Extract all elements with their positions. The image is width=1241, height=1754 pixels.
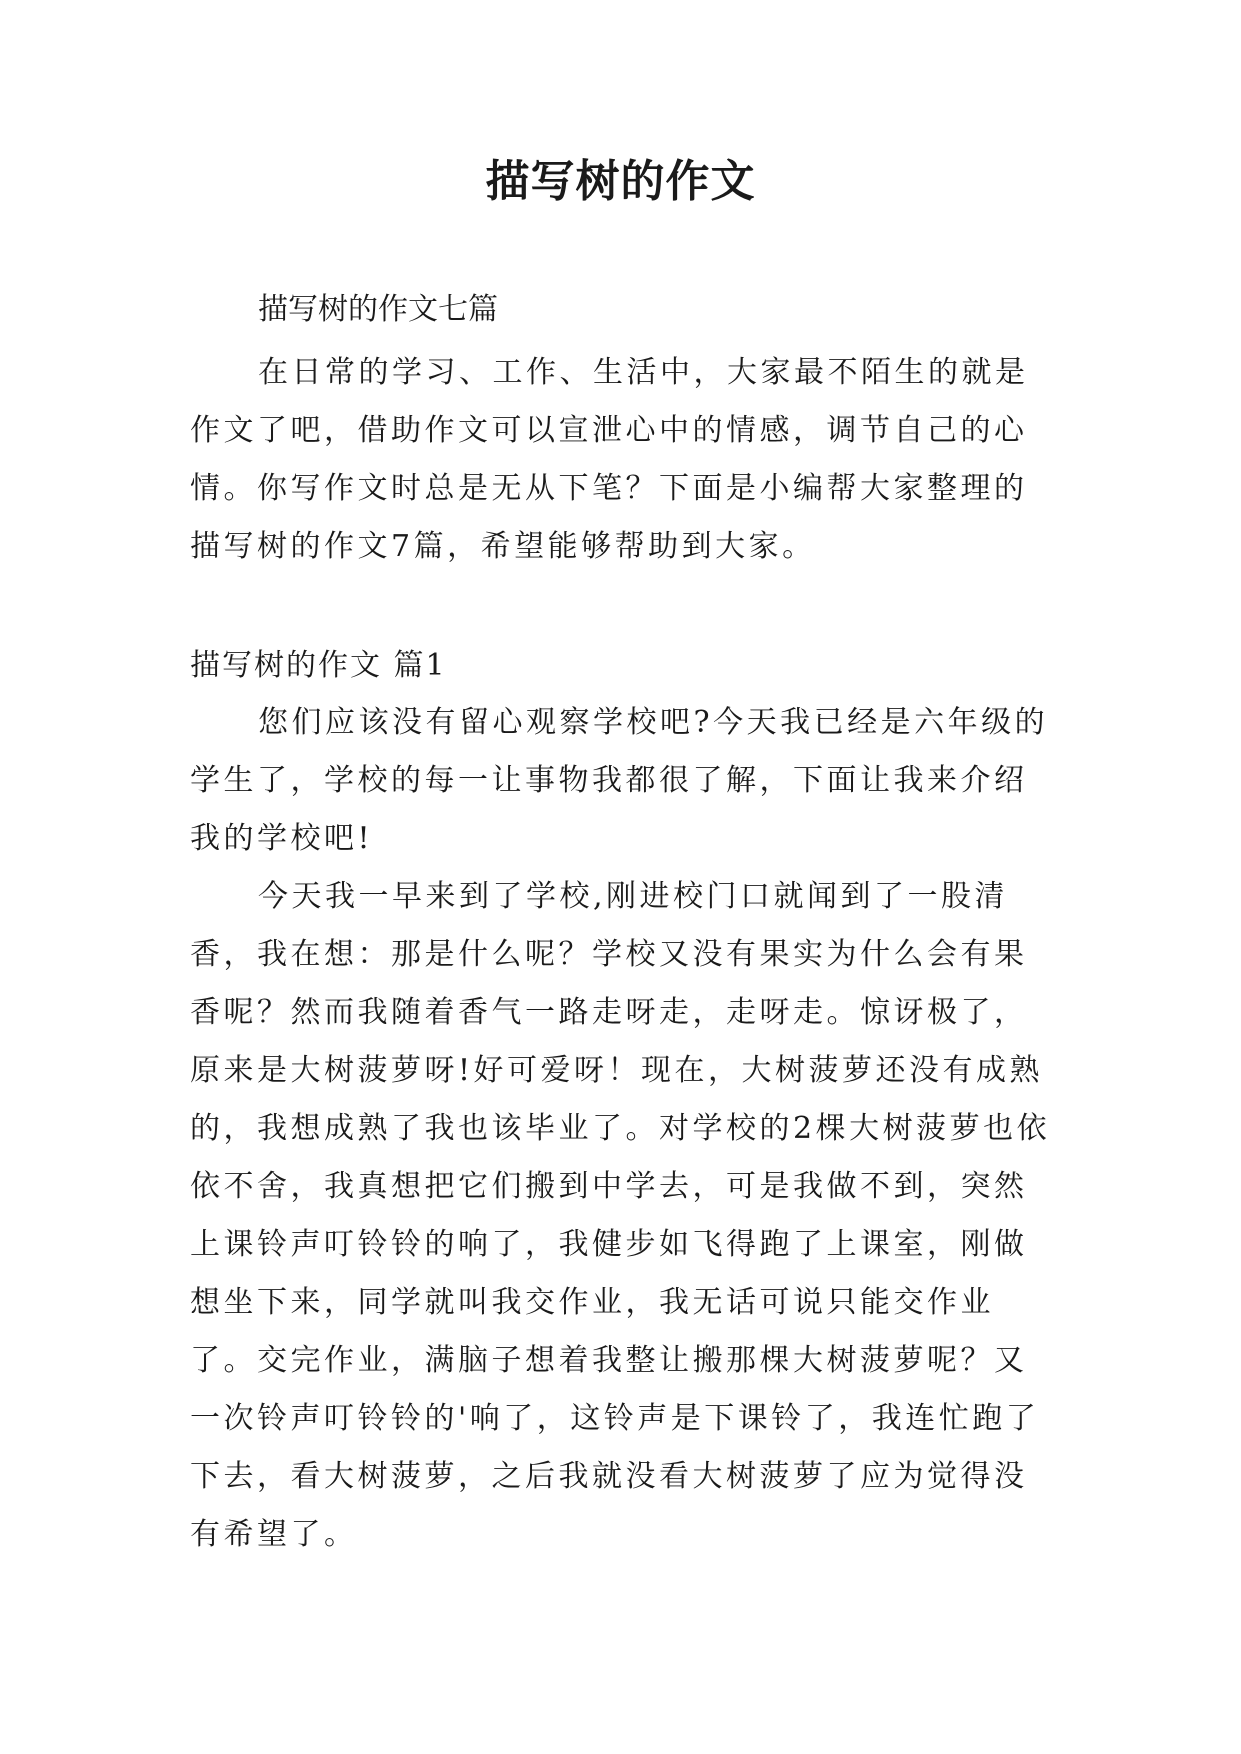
intro-paragraph: 在日常的学习、工作、生活中，大家最不陌生的就是作文了吧，借助作文可以宣泄心中的情感，调节自己的心情。你写作文时总是无从下笔？下面是小编帮大家整理的描写树的作文7篇，希望能够帮助到大家。	[190, 355, 1029, 564]
section-body	[190, 694, 1060, 1564]
document-title: 描写树的作文	[485, 156, 756, 207]
document-subtitle: 描写树的作文七篇	[258, 292, 498, 327]
section-paragraph-2: 今天我一早来到了学校,刚进校门口就闻到了一股清香，我在想：那是什么呢？学校又没有果实为什么会有果香呢？然而我随着香气一路走呀走，走呀走。惊讶极了，原来是大树菠萝呀!好可爱呀！现在，大树菠萝还没有成熟的，我想成熟了我也该毕业了。对学校的2棵大树菠萝也依依不舍，我真想把它们搬到中学去，可是我做不到，突然上课铃声叮铃铃的响了，我健步如飞得跑了上课室，刚做想坐下来，同学就叫我交作业，我无话可说只能交作业了。交完作业，满脑子想着我整让搬那棵大树菠萝呢？又一次铃声叮铃铃的'响了，这铃声是下课铃了，我连忙跑了下去，看大树菠萝，之后我就没看大树菠萝了应为觉得没有希望了。	[190, 879, 1051, 1552]
section-heading: 描写树的作文 篇1	[190, 648, 447, 683]
intro-block	[190, 344, 1060, 576]
section-paragraph-1: 您们应该没有留心观察学校吧?今天我已经是六年级的学生了，学校的每一让事物我都很了解，下面让我来介绍我的学校吧!	[190, 705, 1049, 856]
